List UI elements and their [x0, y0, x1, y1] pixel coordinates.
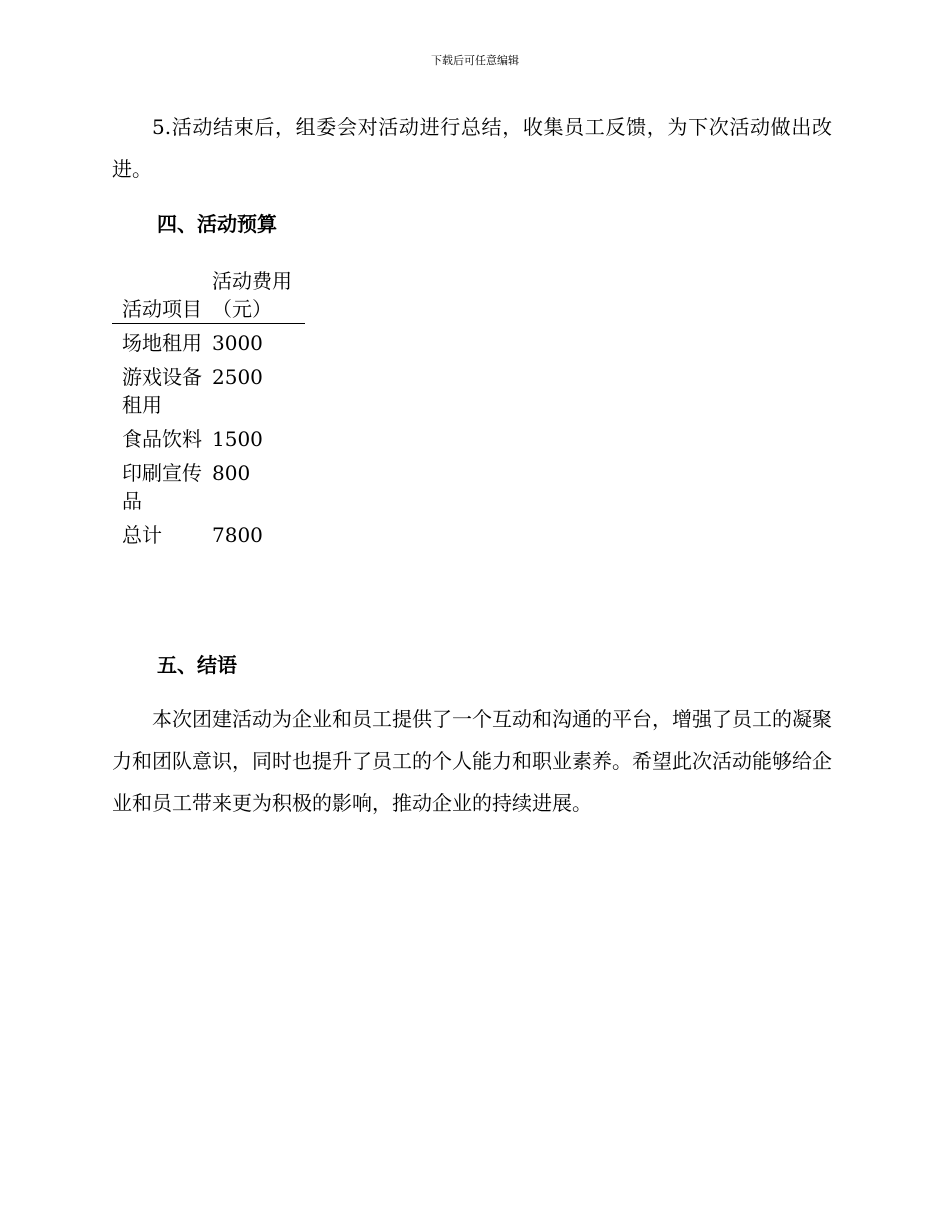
paragraph-activity-summary: 5.活动结束后，组委会对活动进行总结，收集员工反馈，为下次活动做出改进。	[112, 115, 832, 181]
cell-cost: 800	[212, 461, 251, 485]
cell-item: 游戏设备租用	[122, 365, 202, 417]
column-header-cost-label: 活动费用（元）	[212, 269, 292, 321]
cell-item: 印刷宣传品	[122, 461, 202, 513]
table-row	[112, 419, 305, 453]
column-header-item-label: 活动项目	[122, 297, 202, 321]
cell-item: 食品饮料	[122, 427, 202, 451]
table-row-total	[112, 515, 305, 549]
section-heading-budget: 四、活动预算	[157, 212, 277, 236]
table-row	[112, 453, 305, 515]
cell-cost: 7800	[212, 523, 263, 547]
column-header-item	[112, 267, 202, 324]
cell-cost: 2500	[212, 365, 263, 389]
column-header-cost	[202, 267, 305, 324]
cell-item: 总计	[122, 523, 162, 547]
page-header: 下载后可任意编辑	[431, 54, 519, 67]
table-row	[112, 324, 305, 358]
cell-cost: 1500	[212, 427, 263, 451]
cell-cost: 3000	[212, 331, 263, 355]
table-header-row	[112, 267, 305, 324]
section-heading-conclusion: 五、结语	[157, 653, 237, 677]
table-row	[112, 357, 305, 419]
budget-table	[112, 267, 305, 549]
paragraph-conclusion: 本次团建活动为企业和员工提供了一个互动和沟通的平台，增强了员工的凝聚力和团队意识，同时也提升了员工的个人能力和职业素养。希望此次活动能够给企业和员工带来更为积极的影响，推动企业的持续进展。	[112, 707, 832, 815]
cell-item: 场地租用	[122, 331, 202, 355]
